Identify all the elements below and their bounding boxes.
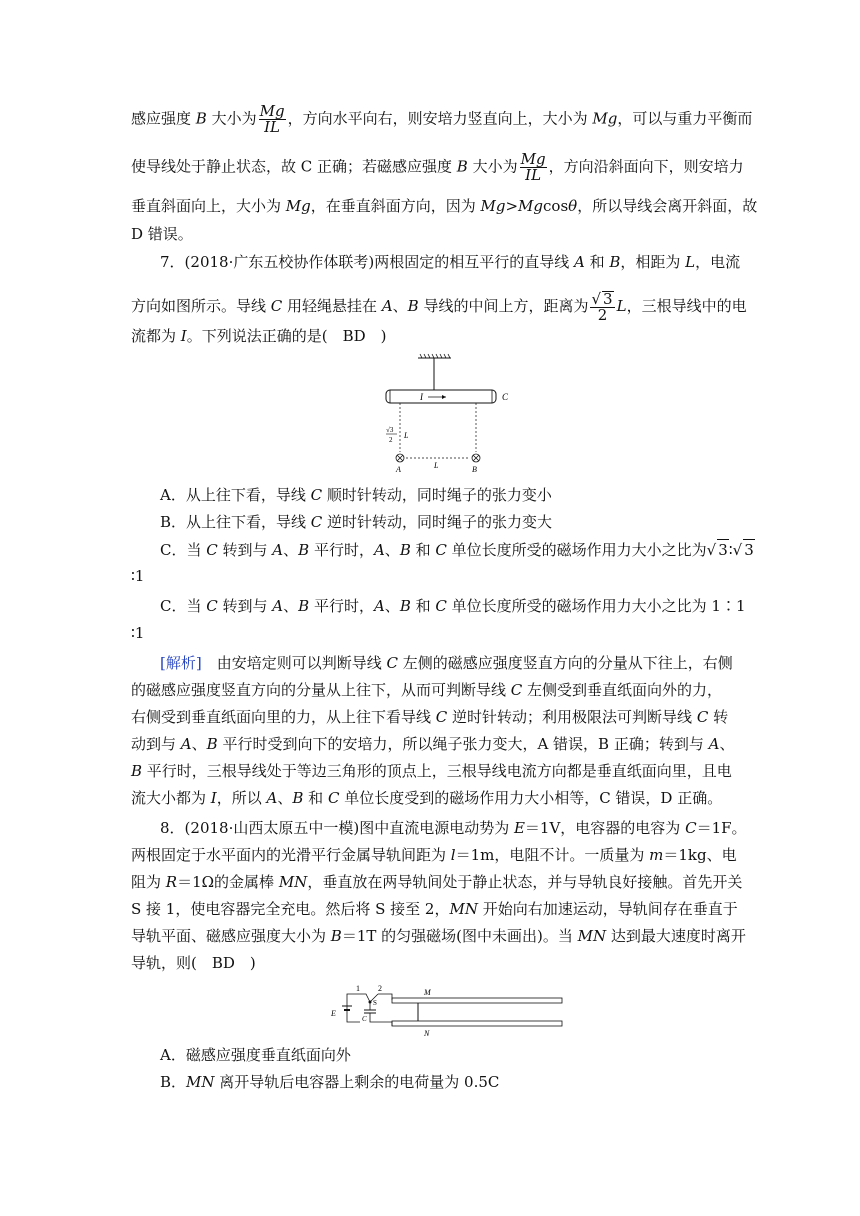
text-span: 单位长度所受的磁场作用力大小之比为 1∶1 [446, 597, 746, 615]
text-span: 流都为 [131, 327, 181, 345]
text-span: 导线的中间上方，距离为 [418, 297, 589, 315]
text-span: ，垂直放在两导轨间处于静止状态，并与导轨良好接触。首先开关 [307, 873, 743, 891]
text-span: ，可以与重力平衡而 [617, 109, 753, 128]
sqrt-radicand: 3 [603, 290, 613, 308]
text-span: 、 [277, 789, 293, 807]
sqrt-radicand: 3 [718, 541, 728, 559]
figure-rail-circuit [326, 982, 568, 1038]
text-span: 平行时， [309, 597, 374, 615]
text-span: MN [449, 900, 478, 918]
text-span: A．从上往下看，导线 [160, 486, 311, 504]
text-span: 、 [384, 541, 400, 559]
text-span: C [327, 789, 340, 807]
text-span: ) [365, 327, 387, 345]
text-span: C [206, 597, 218, 615]
text-span: 和 [410, 597, 436, 615]
text-span: ) [234, 954, 256, 972]
text-span: 。下列说法正确的是( [186, 327, 343, 345]
wire [347, 994, 370, 1002]
text-span: A [373, 597, 385, 615]
text-span: 垂直斜面向上，大小为 [131, 197, 286, 215]
text-line [131, 196, 757, 216]
label-b: B [472, 465, 477, 474]
rail-n [392, 1021, 562, 1026]
text-span: Mg>Mg [480, 197, 544, 215]
text-span: θ [568, 197, 578, 215]
text-span: L [616, 297, 627, 315]
text-span: A [180, 735, 192, 753]
fraction-denominator: IL [264, 118, 281, 136]
option-c: C．当 C 转到与 A、B 平行时，A、B 和 C 单位长度所受的磁场作用力大小之比为√ 3∶√ 3 [160, 541, 754, 559]
analysis-line [131, 680, 722, 700]
text-span: MN [278, 873, 308, 891]
text-span: 使导线处于静止状态，故 C 正确；若磁感应强度 [131, 157, 457, 176]
text-span: C [206, 541, 218, 559]
text-span: 转 [708, 708, 729, 726]
option-d-continuation: ∶1 [131, 624, 145, 642]
text-span: ，所以 [216, 789, 267, 807]
text-span: 由安培定则可以判断导线 [201, 654, 387, 672]
text-span: 大小为 [206, 109, 257, 128]
text-span: R [165, 873, 178, 891]
label-n: N [424, 1029, 430, 1038]
label-l: L [404, 431, 409, 440]
label-c: C [362, 1015, 367, 1023]
text-span: S 接 1，使电容器完全充电。然后将 S 接至 2， [131, 900, 450, 918]
text-span: C [270, 297, 283, 315]
text-span: 大小为 [467, 157, 518, 176]
text-span: B [399, 597, 411, 615]
question-8-line [160, 818, 747, 838]
label-1: 1 [356, 984, 360, 993]
question-8-line [131, 845, 737, 865]
text-span: l [450, 846, 456, 864]
text-span: C [310, 513, 323, 531]
text-span: 右侧受到垂直纸面向里的力，从上往下看导线 [131, 708, 436, 726]
text-span: B [407, 297, 419, 315]
sqrt-radicand: 3 [744, 541, 754, 559]
fraction [259, 104, 286, 135]
text-span: 平行时受到向下的安培力，所以绳子张力变大，A 错误，B 正确；转到与 [217, 735, 709, 753]
text-span: ，在垂直斜面方向，因为 [310, 197, 481, 215]
text-span: ，方向沿斜面向下，则安培力 [548, 157, 744, 176]
text-span: cos [543, 197, 569, 215]
text-span: A [708, 735, 720, 753]
text-span: 阻为 [131, 873, 166, 891]
fraction-denominator: IL [525, 166, 542, 184]
text-span: 转到与 [217, 541, 273, 559]
text-span: C [696, 708, 709, 726]
label-current-i: I [420, 392, 423, 402]
label-a: A [396, 465, 401, 474]
text-span: 和 [303, 789, 328, 807]
answer-text: BD [342, 327, 366, 345]
text-span: B [330, 927, 342, 945]
text-span: ＝1Ω的金属棒 [177, 873, 279, 891]
text-span: 感应强度 [131, 109, 196, 128]
question-8-line [131, 872, 742, 892]
q8-option-a: A．磁感应强度垂直纸面向外 [160, 1046, 351, 1064]
text-line: D 错误。 [131, 225, 193, 243]
text-span: ＝1V，电容器的电容为 [524, 819, 686, 837]
text-span: 单位长度所受的磁场作用力大小之比为 [446, 541, 707, 559]
text-span: Mg [592, 109, 618, 128]
fraction-numerator: Mg [520, 150, 546, 168]
text-span: 开始向右加速运动，导轨间存在垂直于 [477, 900, 738, 918]
text-span: L [685, 253, 696, 271]
text-span: C．当 [160, 597, 207, 615]
fraction [520, 152, 547, 183]
text-span: ∶ [728, 541, 733, 559]
text-span: ，方向水平向右，则安培力竖直向上，大小为 [287, 109, 593, 128]
text-span: A [272, 597, 284, 615]
option-b [160, 512, 552, 532]
text-span: C [685, 819, 697, 837]
text-span: 平行时，三根导线处于等边三角形的顶点上，三根导线电流方向都是垂直纸面向里，且电 [142, 762, 732, 780]
label-m: M [424, 988, 431, 997]
text-span: B [399, 541, 411, 559]
text-span: A [373, 541, 385, 559]
text-span: 平行时， [309, 541, 374, 559]
text-span: 离开导轨后电容器上剩余的电荷量为 0.5C [214, 1073, 500, 1091]
text-span: 逆时针转动，同时绳子的张力变大 [322, 513, 553, 531]
text-span: A [573, 253, 585, 271]
fraction-denominator: 2 [597, 306, 608, 324]
text-span: B．从上往下看，导线 [160, 513, 311, 531]
text-span: 流大小都为 [131, 789, 211, 807]
text-span: A [272, 541, 284, 559]
analysis-line [160, 653, 733, 673]
text-span: 达到最大速度时离开 [606, 927, 746, 945]
text-span: A [266, 789, 278, 807]
text-span: 、 [392, 297, 408, 315]
text-span: I [180, 327, 187, 345]
q8-option-b [160, 1072, 499, 1092]
text-span: 动到与 [131, 735, 181, 753]
text-span: ，所以导线会离开斜面，故 [577, 197, 758, 215]
text-span: 导轨，则( [131, 954, 212, 972]
label-2: 2 [389, 436, 393, 444]
current-arrowhead [442, 395, 446, 399]
text-span: B [609, 253, 621, 271]
analysis-label: [解析] [160, 654, 202, 672]
text-span: ＝1F。 [696, 819, 747, 837]
label-sqrt3: √3 [386, 426, 394, 434]
text-span: 用轻绳悬挂在 [282, 297, 382, 315]
question-8-line [131, 899, 738, 919]
text-span: B [206, 735, 218, 753]
wire [378, 994, 392, 1000]
text-span: C [435, 597, 447, 615]
text-span: 7．(2018·广东五校协作体联考)两根固定的相互平行的直导线 [160, 253, 574, 271]
text-span: B． [160, 1073, 187, 1091]
text-span: 和 [410, 541, 436, 559]
text-span: B [292, 789, 304, 807]
text-span: B [298, 597, 310, 615]
text-span: B [456, 157, 468, 176]
text-span: 的磁感应强度竖直方向的分量从上往下，从而可判断导线 [131, 681, 511, 699]
option-c-continuation: ∶1 [131, 567, 145, 585]
analysis-line [131, 734, 734, 754]
label-e: E [331, 1009, 336, 1018]
text-span: m [649, 846, 664, 864]
question-7-line [160, 252, 740, 272]
text-span: ＝1kg、电 [663, 846, 737, 864]
question-7-line [131, 291, 747, 323]
text-span: 、 [283, 597, 299, 615]
text-span: 两根固定于水平面内的光滑平行金属导轨间距为 [131, 846, 451, 864]
text-span: 、 [283, 541, 299, 559]
text-span: B [298, 541, 310, 559]
text-span: 、 [384, 597, 400, 615]
text-span: C [310, 486, 323, 504]
text-span: C [435, 708, 448, 726]
text-span: 左侧受到垂直纸面向外的力， [522, 681, 723, 699]
analysis-line [131, 707, 728, 727]
text-span: C [510, 681, 523, 699]
question-8-line [131, 926, 746, 946]
text-span: I [210, 789, 217, 807]
question-7-line [131, 326, 387, 346]
question-8-line [131, 953, 256, 973]
analysis-line [131, 761, 732, 781]
text-span: ，电流 [695, 253, 741, 271]
analysis-line [131, 788, 722, 808]
text-span: C [386, 654, 398, 672]
sqrt-fraction [590, 291, 614, 323]
label-2: 2 [378, 984, 382, 993]
fraction-numerator: √ 3 [591, 290, 613, 308]
text-span: 方向如图所示。导线 [131, 297, 271, 315]
text-span: 单位长度受到的磁场作用力大小相等，C 错误，D 正确。 [339, 789, 723, 807]
text-span: 逆时针转动；利用极限法可判断导线 [447, 708, 697, 726]
wire-c [386, 390, 496, 403]
text-span: 、 [191, 735, 207, 753]
text-span: ，相距为 [620, 253, 686, 271]
text-span: C．当 [160, 541, 207, 559]
answer-text: BD [211, 954, 235, 972]
text-span: B [195, 109, 207, 128]
label-l-distance: L [434, 461, 439, 470]
text-span: A [381, 297, 393, 315]
text-span: 和 [584, 253, 610, 271]
figure-three-wires [376, 352, 526, 476]
text-span: MN [577, 927, 607, 945]
label-c: C [502, 392, 509, 402]
text-span: B [131, 762, 143, 780]
text-span: ，三根导线中的电 [626, 297, 747, 315]
text-span: 左侧的磁感应强度竖直方向的分量从下往上，右侧 [397, 654, 733, 672]
text-span: 转到与 [217, 597, 273, 615]
text-span: E [513, 819, 525, 837]
text-span: ＝1m，电阻不计。一质量为 [455, 846, 650, 864]
text-span: Mg [285, 197, 311, 215]
text-line [131, 152, 744, 183]
text-line [131, 104, 752, 135]
option-a [160, 485, 552, 505]
label-s: S [373, 999, 377, 1007]
text-span: ＝1T 的匀强磁场(图中未画出)。当 [341, 927, 578, 945]
wire [370, 1013, 392, 1026]
text-span: 导轨平面、磁感应强度大小为 [131, 927, 331, 945]
ceiling-hatch [420, 354, 450, 358]
text-span: C [435, 541, 447, 559]
fraction-numerator: Mg [259, 102, 285, 120]
text-span: 顺时针转动，同时绳子的张力变小 [322, 486, 552, 504]
text-span: 8．(2018·山西太原五中一模)图中直流电源电动势为 [160, 819, 514, 837]
rail-m [392, 998, 562, 1003]
text-span: MN [186, 1073, 215, 1091]
text-span: 、 [719, 735, 735, 753]
option-d [160, 596, 746, 616]
